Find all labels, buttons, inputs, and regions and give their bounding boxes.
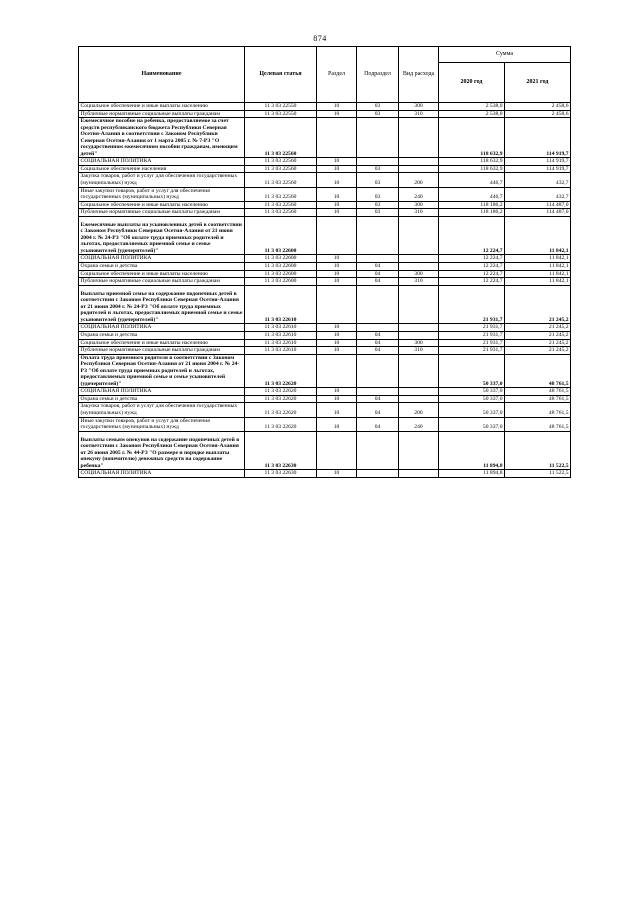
row-name: СОЦИАЛЬНАЯ ПОЛИТИКА: [79, 324, 245, 332]
row-sum-2020: 50 337,0: [439, 395, 505, 403]
row-sum-2021: 114 487,0: [505, 201, 571, 209]
row-sum-2021: 114 919,7: [505, 118, 571, 158]
row-name: СОЦИАЛЬНАЯ ПОЛИТИКА: [79, 255, 245, 263]
row-target-article: 11 3 03 22600: [245, 278, 317, 286]
row-sum-2020: 21 931,7: [439, 339, 505, 347]
table-row: [79, 216, 571, 255]
row-sum-2021: 21 245,2: [505, 324, 571, 332]
row-section: 10: [317, 187, 357, 201]
row-sum-2021: 432,7: [505, 187, 571, 201]
row-subsection: [357, 118, 399, 158]
row-expense-type: 240: [399, 187, 439, 201]
row-name: Охрана семьи и детства: [79, 331, 245, 339]
row-expense-type: [399, 388, 439, 396]
row-expense-type: [399, 255, 439, 263]
row-name: СОЦИАЛЬНАЯ ПОЛИТИКА: [79, 388, 245, 396]
row-expense-type: [399, 263, 439, 271]
row-subsection: [357, 324, 399, 332]
row-target-article: 11 3 03 22630: [245, 431, 317, 470]
row-name: Публичные нормативные социальные выплаты гражданам: [79, 209, 245, 217]
table-row: [79, 278, 571, 286]
row-section: 10: [317, 324, 357, 332]
row-section: [317, 431, 357, 470]
row-sum-2020: 118 632,9: [439, 158, 505, 166]
header-year-2020: 2020 год: [439, 63, 505, 103]
row-target-article: 11 3 03 22610: [245, 285, 317, 324]
row-subsection: 03: [357, 165, 399, 173]
row-section: 10: [317, 417, 357, 431]
row-sum-2021: 48 761,5: [505, 388, 571, 396]
row-sum-2021: 11 842,1: [505, 263, 571, 271]
row-sum-2021: 48 761,5: [505, 395, 571, 403]
row-section: [317, 285, 357, 324]
row-name: СОЦИАЛЬНАЯ ПОЛИТИКА: [79, 158, 245, 166]
row-sum-2021: 2 458,6: [505, 103, 571, 111]
row-subsection: [357, 255, 399, 263]
row-expense-type: 300: [399, 270, 439, 278]
header-expense-type: Вид расхода: [399, 47, 439, 103]
row-sum-2020: 2 538,0: [439, 103, 505, 111]
row-expense-type: 240: [399, 417, 439, 431]
row-name: Выплаты семьям опекунов на содержание подопечных детей в соответствии с Законом Республики Северная Осетия-Алания от 26 июня 2005 г. № 44-РЗ "О размере и порядке выплаты опекуну (попечителю) денежных средств на содержание ребенка": [79, 431, 245, 470]
row-name: Социальное обеспечение и иные выплаты населению: [79, 270, 245, 278]
row-section: 10: [317, 388, 357, 396]
row-name: Иные закупки товаров, работ и услуг для обеспечения государственных (муниципальных) нужд: [79, 187, 245, 201]
row-target-article: 11 3 03 22600: [245, 255, 317, 263]
row-target-article: 11 3 03 22600: [245, 263, 317, 271]
row-section: 10: [317, 165, 357, 173]
row-sum-2021: 21 245,2: [505, 331, 571, 339]
row-target-article: 11 3 03 22560: [245, 173, 317, 187]
row-target-article: 11 3 03 22610: [245, 339, 317, 347]
row-section: 10: [317, 209, 357, 217]
row-sum-2021: 48 761,5: [505, 403, 571, 417]
row-name: Закупка товаров, работ и услуг для обеспечения государственных (муниципальных) нужд: [79, 403, 245, 417]
row-subsection: 04: [357, 403, 399, 417]
table-row: [79, 263, 571, 271]
table-row: [79, 431, 571, 470]
table-row: [79, 331, 571, 339]
row-target-article: 11 3 03 22620: [245, 417, 317, 431]
row-sum-2021: 11 842,1: [505, 270, 571, 278]
table-row: [79, 395, 571, 403]
row-name: Иные закупки товаров, работ и услуг для обеспечения государственных (муниципальных) нужд: [79, 417, 245, 431]
row-sum-2020: 21 931,7: [439, 285, 505, 324]
row-target-article: 11 3 03 22550: [245, 103, 317, 111]
row-expense-type: 310: [399, 278, 439, 286]
row-sum-2020: 50 337,0: [439, 417, 505, 431]
row-sum-2020: 118 186,2: [439, 209, 505, 217]
row-expense-type: [399, 331, 439, 339]
row-subsection: 04: [357, 417, 399, 431]
row-target-article: 11 3 03 22560: [245, 165, 317, 173]
row-section: 10: [317, 470, 357, 478]
table-row: [79, 103, 571, 111]
table-row: [79, 187, 571, 201]
row-target-article: 11 3 03 22610: [245, 331, 317, 339]
row-section: 10: [317, 103, 357, 111]
row-subsection: [357, 216, 399, 255]
row-sum-2021: 48 761,5: [505, 354, 571, 388]
row-sum-2020: 12 224,7: [439, 270, 505, 278]
row-name: Охрана семьи и детства: [79, 395, 245, 403]
row-sum-2020: 118 632,9: [439, 118, 505, 158]
row-target-article: 11 3 03 22610: [245, 324, 317, 332]
row-sum-2021: 432,7: [505, 173, 571, 187]
header-subsection: Подраздел: [357, 47, 399, 103]
row-target-article: 11 3 03 22630: [245, 470, 317, 478]
row-section: [317, 216, 357, 255]
table-row: [79, 110, 571, 118]
page-number: 874: [313, 34, 327, 43]
row-subsection: 03: [357, 187, 399, 201]
table-body: [79, 103, 571, 478]
row-subsection: 03: [357, 110, 399, 118]
row-section: 10: [317, 263, 357, 271]
row-name: СОЦИАЛЬНАЯ ПОЛИТИКА: [79, 470, 245, 478]
row-section: 10: [317, 395, 357, 403]
row-expense-type: [399, 285, 439, 324]
row-sum-2020: 12 224,7: [439, 263, 505, 271]
row-subsection: 04: [357, 347, 399, 355]
row-target-article: 11 3 03 22560: [245, 209, 317, 217]
table-row: [79, 403, 571, 417]
row-target-article: 11 3 03 22620: [245, 403, 317, 417]
row-target-article: 11 3 03 22550: [245, 110, 317, 118]
row-section: [317, 118, 357, 158]
row-expense-type: 310: [399, 110, 439, 118]
row-name: Публичные нормативные социальные выплаты гражданам: [79, 278, 245, 286]
row-subsection: 03: [357, 201, 399, 209]
row-subsection: [357, 158, 399, 166]
table-row: [79, 118, 571, 158]
row-sum-2021: 21 245,2: [505, 285, 571, 324]
table-row: [79, 165, 571, 173]
row-sum-2021: 114 919,7: [505, 158, 571, 166]
row-sum-2021: 48 761,5: [505, 417, 571, 431]
table-row: [79, 324, 571, 332]
table-row: [79, 470, 571, 478]
row-section: 10: [317, 403, 357, 417]
table-row: [79, 270, 571, 278]
row-target-article: 11 3 03 22620: [245, 388, 317, 396]
table-row: [79, 201, 571, 209]
row-expense-type: [399, 324, 439, 332]
row-subsection: [357, 285, 399, 324]
row-expense-type: 200: [399, 403, 439, 417]
row-section: [317, 354, 357, 388]
row-subsection: 04: [357, 278, 399, 286]
row-expense-type: [399, 118, 439, 158]
row-target-article: 11 3 03 22600: [245, 216, 317, 255]
row-section: 10: [317, 110, 357, 118]
row-subsection: 04: [357, 395, 399, 403]
row-section: 10: [317, 158, 357, 166]
row-subsection: 03: [357, 209, 399, 217]
row-sum-2020: 12 224,7: [439, 255, 505, 263]
row-expense-type: [399, 165, 439, 173]
table-row: [79, 173, 571, 187]
row-subsection: 04: [357, 331, 399, 339]
budget-table: [78, 46, 571, 478]
row-target-article: 11 3 03 22610: [245, 347, 317, 355]
row-expense-type: 300: [399, 103, 439, 111]
row-subsection: [357, 431, 399, 470]
header-sum: Сумма: [439, 47, 571, 63]
row-name: Ежемесячные выплаты на усыновленных детей в соответствии с Законом Республики Северная Осетия-Алания от 21 июня 2004 г. № 24-РЗ "Об оплате труда приемных родителей и льготах, предоставляемых приемной семье и семье усыновителей (удочерителей)": [79, 216, 245, 255]
table-header: [79, 47, 571, 103]
row-target-article: 11 3 03 22620: [245, 354, 317, 388]
row-sum-2021: 11 522,5: [505, 470, 571, 478]
row-sum-2021: 21 245,2: [505, 347, 571, 355]
row-sum-2020: 12 224,7: [439, 278, 505, 286]
row-expense-type: 310: [399, 347, 439, 355]
row-sum-2020: 50 337,0: [439, 354, 505, 388]
row-expense-type: [399, 395, 439, 403]
row-expense-type: [399, 470, 439, 478]
row-sum-2020: 118 186,2: [439, 201, 505, 209]
row-sum-2020: 11 894,8: [439, 431, 505, 470]
row-sum-2020: 11 894,8: [439, 470, 505, 478]
row-subsection: 03: [357, 173, 399, 187]
row-section: 10: [317, 339, 357, 347]
row-sum-2020: 446,7: [439, 187, 505, 201]
row-expense-type: 300: [399, 201, 439, 209]
table-row: [79, 354, 571, 388]
row-expense-type: [399, 158, 439, 166]
row-name: Социальное обеспечение и иные выплаты населению: [79, 103, 245, 111]
header-year-2021: 2021 год: [505, 63, 571, 103]
row-sum-2020: 21 931,7: [439, 347, 505, 355]
row-subsection: 04: [357, 270, 399, 278]
row-sum-2020: 50 337,0: [439, 403, 505, 417]
row-name: Закупка товаров, работ и услуг для обеспечения государственных (муниципальных) нужд: [79, 173, 245, 187]
row-sum-2021: 11 842,1: [505, 216, 571, 255]
row-sum-2021: 114 919,7: [505, 165, 571, 173]
row-name: Ежемесячное пособие на ребенка, предоставляемое за счет средств республиканского бюджета Республики Северная Осетия-Алания в соответствии с Законом Республики Северная Осетия-Алания от 1 марта 2005 г. № 7-РЗ "О государственном ежемесячном пособии гражданам, имеющим детей": [79, 118, 245, 158]
table-row: [79, 209, 571, 217]
row-section: 10: [317, 331, 357, 339]
row-sum-2020: 21 931,7: [439, 324, 505, 332]
row-name: Социальное обеспечение и иные выплаты населению: [79, 201, 245, 209]
table-row: [79, 255, 571, 263]
row-target-article: 11 3 03 22560: [245, 187, 317, 201]
row-expense-type: [399, 354, 439, 388]
row-subsection: [357, 470, 399, 478]
row-sum-2021: 11 522,5: [505, 431, 571, 470]
row-name: Социальное обеспечение и иные выплаты населению: [79, 339, 245, 347]
row-name: Публичные нормативные социальные выплаты гражданам: [79, 110, 245, 118]
row-name: Оплата труда приемного родителя в соответствии с Законом Республики Северная Осетия-Алания от 21 июня 2004 г. № 24-РЗ "Об оплате труда приемных родителей и льготах, предоставляемых приемной семье и семье усыновителей (удочерителей)": [79, 354, 245, 388]
row-sum-2021: 11 842,1: [505, 255, 571, 263]
row-subsection: 04: [357, 339, 399, 347]
row-expense-type: 300: [399, 339, 439, 347]
row-sum-2020: 50 337,0: [439, 388, 505, 396]
row-sum-2020: 12 224,7: [439, 216, 505, 255]
row-subsection: 04: [357, 263, 399, 271]
table-row: [79, 158, 571, 166]
row-name: Выплаты приемной семье на содержание подопечных детей в соответствии с Законом Республики Северная Осетия-Алания от 21 июня 2004 г. № 24-РЗ "Об оплате труда приемных родителей и льготах, предоставляемых приемной семье и семье усыновителей (удочерителей)": [79, 285, 245, 324]
row-sum-2020: 2 538,0: [439, 110, 505, 118]
row-section: 10: [317, 278, 357, 286]
row-name: Социальное обеспечение населения: [79, 165, 245, 173]
row-name: Публичные нормативные социальные выплаты гражданам: [79, 347, 245, 355]
row-subsection: [357, 354, 399, 388]
row-expense-type: 200: [399, 173, 439, 187]
row-expense-type: [399, 431, 439, 470]
table-row: [79, 339, 571, 347]
row-section: 10: [317, 347, 357, 355]
row-expense-type: 310: [399, 209, 439, 217]
row-sum-2021: 11 842,1: [505, 278, 571, 286]
row-target-article: 11 3 03 22600: [245, 270, 317, 278]
row-sum-2021: 21 245,2: [505, 339, 571, 347]
row-sum-2020: 21 931,7: [439, 331, 505, 339]
row-section: 10: [317, 173, 357, 187]
table-row: [79, 388, 571, 396]
row-sum-2020: 118 632,9: [439, 165, 505, 173]
row-expense-type: [399, 216, 439, 255]
row-target-article: 11 3 03 22560: [245, 201, 317, 209]
row-subsection: 03: [357, 103, 399, 111]
table-row: [79, 417, 571, 431]
table-row: [79, 347, 571, 355]
header-name: Наименование: [79, 47, 245, 103]
row-subsection: [357, 388, 399, 396]
row-target-article: 11 3 03 22560: [245, 158, 317, 166]
row-name: Охрана семьи и детства: [79, 263, 245, 271]
row-section: 10: [317, 270, 357, 278]
row-sum-2020: 446,7: [439, 173, 505, 187]
row-target-article: 11 3 03 22560: [245, 118, 317, 158]
row-target-article: 11 3 03 22620: [245, 395, 317, 403]
header-section: Раздел: [317, 47, 357, 103]
table-row: [79, 285, 571, 324]
row-section: 10: [317, 201, 357, 209]
row-sum-2021: 2 458,6: [505, 110, 571, 118]
row-sum-2021: 114 487,0: [505, 209, 571, 217]
row-section: 10: [317, 255, 357, 263]
header-target-article: Целевая статья: [245, 47, 317, 103]
